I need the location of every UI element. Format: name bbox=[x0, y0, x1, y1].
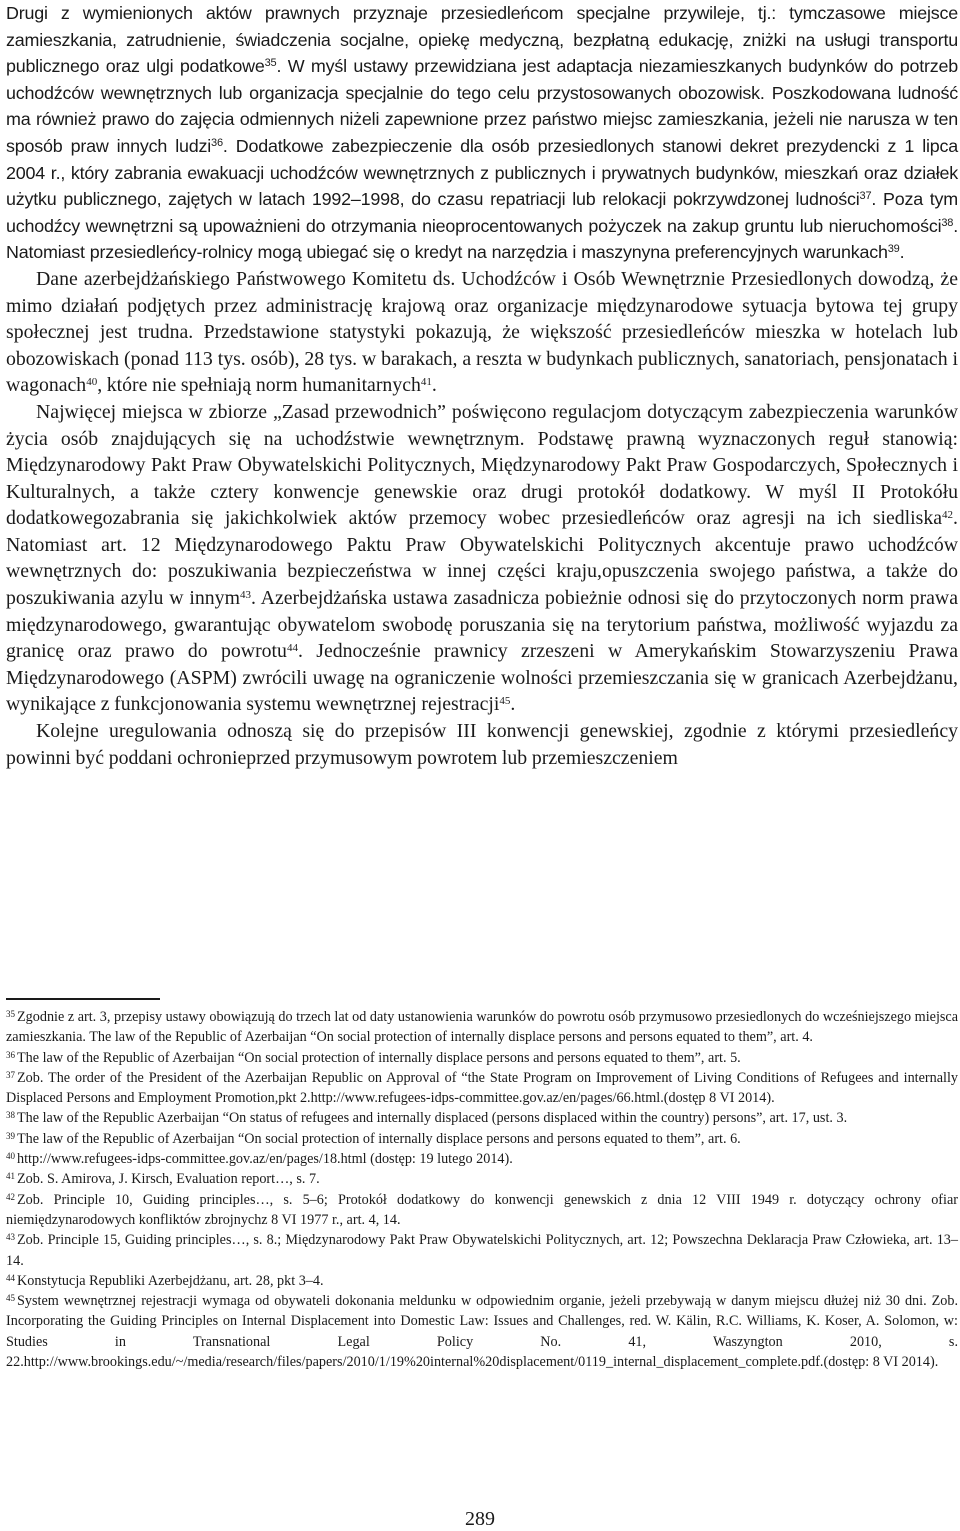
footnote-text: http://www.refugees-idps-committee.gov.az/en/pages/18.html (dostęp: 19 lutego 2014). bbox=[17, 1151, 513, 1168]
footnote bbox=[6, 1291, 958, 1372]
footnote bbox=[6, 1129, 958, 1149]
footnote-number: 38 bbox=[6, 1110, 15, 1121]
text-run: Dane azerbejdżańskiego Państwowego Komitetu ds. Uchodźców i Osób Wewnętrznie Przesiedlonych dowodzą, że mimo działań podjętych przez administrację krajową oraz organizacje międzynarodowe sytuacja bytowa tej grupy społecznej jest trudna. Przedstawione statystyki pokazują, że większość przesiedleńców mieszka w hotelach lub obozowiskach (ponad 113 tys. osób), 28 tys. w barakach, a reszta w budynkach publicznych, sanatoriach, pensjonatach i wagonach bbox=[6, 267, 958, 397]
footnote bbox=[6, 1149, 958, 1169]
text-run: . Azerbejdżańska ustawa zasadnicza pobieżnie odnosi się do przytoczonych norm prawa międzynarodowego, gwarantując obywatelom swobodę poruszania się na terytorium państwa, możliwość wyjazdu za granicę oraz prawo do powrotu bbox=[6, 587, 958, 663]
text-run: Najwięcej miejsca w zbiorze „Zasad przewodnich” poświęcono regulacjom dotyczącym zabezpieczenia warunków życia osób znajdujących się na uchodźstwie wewnętrznym. Podstawę prawną wyznaczonych reguł stanowią: Międzynarodowy Pakt Praw Obywatelskichi Politycznych, Międzynarodowy Pakt Praw Gospodarczych, Społecznych i Kulturalnych, a także cztery konwencje genewskie oraz drugi protokół dodatkowy. W myśl II Protokółu dodatkowegozabrania się jakichkolwiek aktów przemocy wobec przesiedleńców oraz agresji na ich siedliska bbox=[6, 400, 958, 530]
footnote-ref: 36 bbox=[211, 136, 223, 149]
footnote bbox=[6, 1007, 958, 1048]
text-run: . bbox=[510, 693, 516, 716]
footnote-text: Zob. S. Amirova, J. Kirsch, Evaluation report…, s. 7. bbox=[17, 1171, 320, 1188]
text-run: . bbox=[431, 374, 437, 397]
footnotes bbox=[6, 1007, 958, 1372]
footnote-number: 35 bbox=[6, 1009, 15, 1019]
footnote-number: 43 bbox=[6, 1232, 15, 1243]
text-run: . bbox=[899, 242, 905, 263]
footnote-text: Zob. Principle 10, Guiding principles…, s. 5–6; Protokół dodatkowy do konwencji genewskich z dnia 12 VIII 1949 r. dotyczący ochrony ofiar niemiędzynarodowych konfliktów zbrojnychz 8 VI 1977 r., art. 4, 14. bbox=[6, 1191, 958, 1228]
footnote-number: 39 bbox=[6, 1130, 15, 1141]
footnote-number: 41 bbox=[6, 1171, 15, 1182]
paragraph-3 bbox=[6, 399, 958, 718]
footnote bbox=[6, 1271, 958, 1291]
text-run: . Natomiast art. 12 Międzynarodowego Paktu Praw Obywatelskichi Politycznych akcentuje prawo uchodźców wewnętrznych do: poszukiwania bezpieczeństwa w innej części kraju,opuszczenia swojego państwa, a także do poszukiwania azylu w innym bbox=[6, 507, 958, 610]
footnote-text: Zob. Principle 15, Guiding principles…, s. 8.; Międzynarodowy Pakt Praw Obywatelskichi Politycznych, art. 12; Powszechna Deklaracja Praw Człowieka, art. 13–14. bbox=[6, 1232, 958, 1269]
footnote bbox=[6, 1108, 958, 1128]
footnote-text: The law of the Republic of Azerbaijan “On social protection of internally displace persons and persons equated to them”, art. 5. bbox=[17, 1049, 741, 1066]
footnote-number: 36 bbox=[6, 1049, 15, 1060]
footnote-ref: 35 bbox=[264, 57, 277, 70]
footnote-number: 37 bbox=[6, 1069, 15, 1080]
footnote-ref: 41 bbox=[420, 376, 432, 389]
footnote-ref: 45 bbox=[499, 695, 511, 708]
text-run: , które nie spełniają norm humanitarnych bbox=[97, 374, 421, 397]
paragraph-1 bbox=[6, 0, 958, 266]
body-text bbox=[6, 0, 958, 771]
footnote-number: 40 bbox=[6, 1151, 15, 1162]
footnote-number: 44 bbox=[6, 1272, 15, 1283]
footnote-ref: 37 bbox=[859, 190, 872, 203]
footnote-ref: 42 bbox=[942, 509, 954, 522]
footnote-text: The law of the Republic Azerbaijan “On status of refugees and internally displaced (persons displaced within the country) persons”, art. 17, ust. 3. bbox=[17, 1110, 848, 1127]
text-run: . W myśl ustawy przewidziana jest adaptacja niezamieszkanych budynków do potrzeb uchodźców wewnętrznych lub organizacja specjalnie do tego celu przystosowanych obozowisk. Poszkodowana ludność ma również prawo do zajęcia odmiennych niżeli zapewnione przez państwo miejsc zamieszkania, jeżeli nie narusza w ten sposób praw innych ludzi bbox=[6, 56, 958, 156]
footnote bbox=[6, 1230, 958, 1271]
paragraph-2 bbox=[6, 266, 958, 399]
footnote bbox=[6, 1169, 958, 1189]
footnote-ref: 40 bbox=[86, 376, 98, 389]
footnote-separator bbox=[6, 998, 160, 1000]
footnote-number: 45 bbox=[6, 1293, 15, 1304]
text-run: Drugi z wymienionych aktów prawnych przyznaje przesiedleńcom specjalne przywileje, tj.: tymczasowe miejsce zamieszkania, zatrudnienie, świadczenia socjalne, opiekę medyczną, bezpłatną edukację, zniżki na usługi transportu publicznego oraz ulgi podatkowe bbox=[6, 3, 958, 77]
footnote-text: Zob. The order of the President of the Azerbaijan Republic on Approval of “the State Program on Improvement of Living Conditions of Refugees and internally Displaced Persons and Employment Promotion,pkt 2.http://www.refugees-idps-committee.gov.az/en/pages/66.html.(dostęp 8 VI 2014). bbox=[6, 1069, 958, 1107]
text-run: . Natomiast przesiedleńcy-rolnicy mogą ubiegać się o kredyt na narzędzia i maszynyna preferencyjnych warunkach bbox=[6, 215, 958, 263]
text-run: . Jednocześnie prawnicy zrzeszeni w Amerykańskim Stowarzyszeniu Prawa Międzynarodowego (ASPM) zwrócili uwagę na ograniczenie wolności przemieszczania się w granicach Azerbejdżanu, wynikające z funkcjonowania systemu wewnętrznej rejestracji bbox=[6, 640, 958, 716]
footnote-text: Zgodnie z art. 3, przepisy ustawy obowiązują do trzech lat od daty ustanowienia warunków do powrotu osób przymusowo przesiedlonych do wcześniejszego miejsca zamieszkania. The law of the Republic of Azerbaijan “On social protection of internally displace persons and persons equated to them”, art. 4. bbox=[6, 1009, 958, 1046]
footnote-ref: 39 bbox=[887, 243, 900, 256]
text-run: . Dodatkowe zabezpieczenie dla osób przesiedlonych stanowi dekret prezydencki z 1 lipca 2004 r., który zabrania ewakuacji uchodźców wewnętrznych z publicznych i prywatnych budynków, mieszkań oraz działek użytku publicznego, zajętych w latach 1992–1998, do czasu repatriacji lub relokacji pokrzywdzonej ludności bbox=[6, 135, 958, 210]
footnote bbox=[6, 1068, 958, 1109]
paragraph-4: Kolejne uregulowania odnoszą się do przepisów III konwencji genewskiej, zgodnie z którymi przesiedleńcy powinni być poddani ochronieprzed przymusowym powrotem lub przemieszczeniem bbox=[6, 720, 958, 769]
footnote-text: Konstytucja Republiki Azerbejdżanu, art. 28, pkt 3–4. bbox=[17, 1272, 324, 1289]
text-run: . Poza tym uchodźcy wewnętrzni są upoważnieni do otrzymania nieoprocentowanych pożyczek na zakup gruntu lub nieruchomości bbox=[6, 189, 958, 236]
footnote-text: The law of the Republic of Azerbaijan “On social protection of internally displace persons and persons equated to them”, art. 6. bbox=[17, 1130, 741, 1147]
footnote bbox=[6, 1048, 958, 1068]
footnote-text: System wewnętrznej rejestracji wymaga od obywateli dokonania meldunku w odpowiednim organie, jeżeli przebywają w danym miejscu dłużej niż 30 dni. Zob. Incorporating the Guiding Principles on Internal Displacement into Domestic Law: Issues and Challenges, red. W. Kälin, R.C. Williams, K. Koser, A. Solomon, w: Studies in Transnational Legal Policy No. 41, Waszyngton 2010, s. 22.http://www.brookings.edu/~/media/research/files/papers/2010/1/19%20internal%20displacement/0119_internal_displacement_complete.pdf.(dostęp: 8 VI 2014). bbox=[6, 1293, 958, 1371]
footnote-number: 42 bbox=[6, 1191, 15, 1202]
footnote-ref: 38 bbox=[941, 216, 954, 229]
page-number: 289 bbox=[465, 1508, 495, 1530]
footnote-ref: 44 bbox=[286, 642, 298, 655]
footnote-ref: 43 bbox=[239, 589, 251, 602]
footnote bbox=[6, 1190, 958, 1231]
